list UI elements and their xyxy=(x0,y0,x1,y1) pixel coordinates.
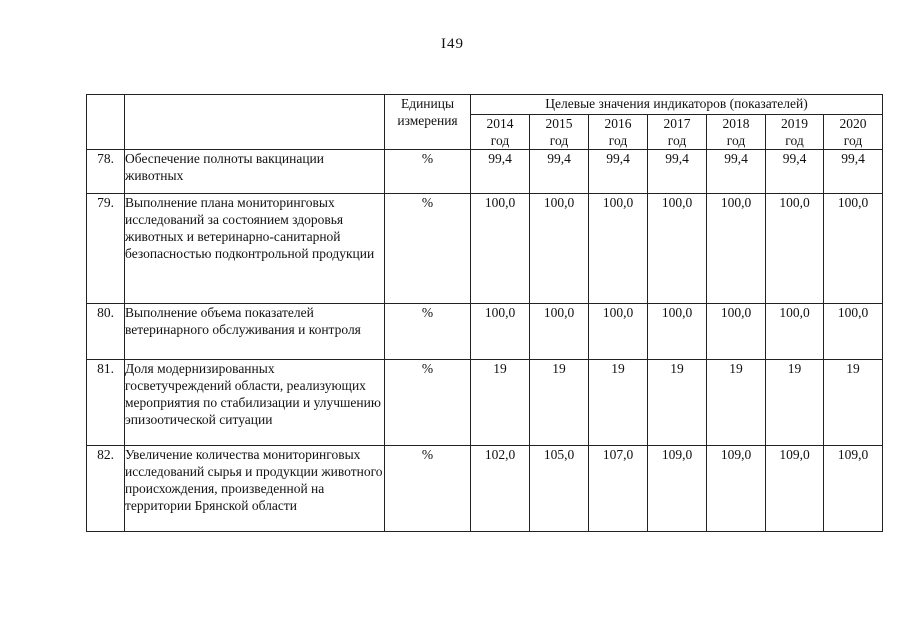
unit-cell: % xyxy=(385,194,471,304)
year-label: 2019 xyxy=(781,116,808,131)
value-cell-2017: 100,0 xyxy=(648,304,707,360)
year-suffix-label: год xyxy=(843,133,863,148)
value-cell-2014: 100,0 xyxy=(471,304,530,360)
value-cell-2017: 100,0 xyxy=(648,194,707,304)
value-cell-2016: 99,4 xyxy=(589,150,648,194)
header-units: Единицы измерения xyxy=(385,95,471,150)
indicator-name: Доля модернизированных госветучреждений области, реализующих мероприятия по стабилизации и улучшению эпизоотической ситуации xyxy=(125,360,385,446)
header-num-cell xyxy=(87,95,125,150)
value-cell-2017: 99,4 xyxy=(648,150,707,194)
header-year-2018 xyxy=(707,115,766,150)
row-number: 79. xyxy=(87,194,125,304)
row-number: 81. xyxy=(87,360,125,446)
value-cell-2019: 100,0 xyxy=(766,304,824,360)
header-target-values: Целевые значения индикаторов (показателей) xyxy=(471,95,883,115)
indicator-name: Выполнение плана мониторинговых исследований за состоянием здоровья животных и ветеринарно-санитарной безопасностью подконтрольной продукции xyxy=(125,194,385,304)
value-cell-2016: 107,0 xyxy=(589,446,648,532)
table-row xyxy=(87,446,883,532)
year-label: 2020 xyxy=(839,116,867,131)
indicator-name: Обеспечение полноты вакцинации животных xyxy=(125,150,385,194)
value-cell-2015: 19 xyxy=(530,360,589,446)
year-suffix-label: год xyxy=(785,133,804,148)
indicator-name: Выполнение объема показателей ветеринарного обслуживания и контроля xyxy=(125,304,385,360)
table-row xyxy=(87,304,883,360)
value-cell-2019: 109,0 xyxy=(766,446,824,532)
value-cell-2016: 100,0 xyxy=(589,194,648,304)
value-cell-2018: 99,4 xyxy=(707,150,766,194)
indicator-name: Увеличение количества мониторинговых исследований сырья и продукции животного происхождения, произведенной на территории Брянской области xyxy=(125,446,385,532)
value-cell-2018: 100,0 xyxy=(707,304,766,360)
year-label: 2018 xyxy=(722,116,750,131)
value-cell-2014: 99,4 xyxy=(471,150,530,194)
value-cell-2020: 99,4 xyxy=(824,150,883,194)
value-cell-2019: 19 xyxy=(766,360,824,446)
year-suffix-label: год xyxy=(726,133,746,148)
unit-cell: % xyxy=(385,360,471,446)
value-cell-2017: 19 xyxy=(648,360,707,446)
value-cell-2014: 100,0 xyxy=(471,194,530,304)
value-cell-2018: 100,0 xyxy=(707,194,766,304)
value-cell-2017: 109,0 xyxy=(648,446,707,532)
value-cell-2020: 100,0 xyxy=(824,304,883,360)
value-cell-2015: 100,0 xyxy=(530,194,589,304)
value-cell-2020: 100,0 xyxy=(824,194,883,304)
value-cell-2016: 19 xyxy=(589,360,648,446)
header-year-2019 xyxy=(766,115,824,150)
table-body xyxy=(87,150,883,532)
row-number: 78. xyxy=(87,150,125,194)
value-cell-2019: 100,0 xyxy=(766,194,824,304)
value-cell-2015: 100,0 xyxy=(530,304,589,360)
value-cell-2016: 100,0 xyxy=(589,304,648,360)
value-cell-2015: 99,4 xyxy=(530,150,589,194)
unit-cell: % xyxy=(385,446,471,532)
value-cell-2014: 19 xyxy=(471,360,530,446)
table-row xyxy=(87,194,883,304)
header-year-2014 xyxy=(471,115,530,150)
value-cell-2015: 105,0 xyxy=(530,446,589,532)
value-cell-2018: 109,0 xyxy=(707,446,766,532)
value-cell-2020: 109,0 xyxy=(824,446,883,532)
year-suffix-label: год xyxy=(490,133,510,148)
header-name-cell xyxy=(125,95,385,150)
indicators-table xyxy=(86,94,883,532)
year-label: 2014 xyxy=(486,116,514,131)
table-row xyxy=(87,150,883,194)
table-row xyxy=(87,360,883,446)
year-label: 2016 xyxy=(604,116,632,131)
unit-cell: % xyxy=(385,150,471,194)
header-year-2016 xyxy=(589,115,648,150)
year-label: 2015 xyxy=(545,116,573,131)
year-suffix-label: год xyxy=(608,133,628,148)
unit-cell: % xyxy=(385,304,471,360)
value-cell-2014: 102,0 xyxy=(471,446,530,532)
value-cell-2019: 99,4 xyxy=(766,150,824,194)
value-cell-2018: 19 xyxy=(707,360,766,446)
year-suffix-label: год xyxy=(667,133,687,148)
year-label: 2017 xyxy=(663,116,691,131)
row-number: 80. xyxy=(87,304,125,360)
header-year-2017 xyxy=(648,115,707,150)
header-year-2020 xyxy=(824,115,883,150)
row-number: 82. xyxy=(87,446,125,532)
header-year-2015 xyxy=(530,115,589,150)
page-number: I49 xyxy=(441,36,464,52)
value-cell-2020: 19 xyxy=(824,360,883,446)
year-suffix-label: год xyxy=(549,133,569,148)
